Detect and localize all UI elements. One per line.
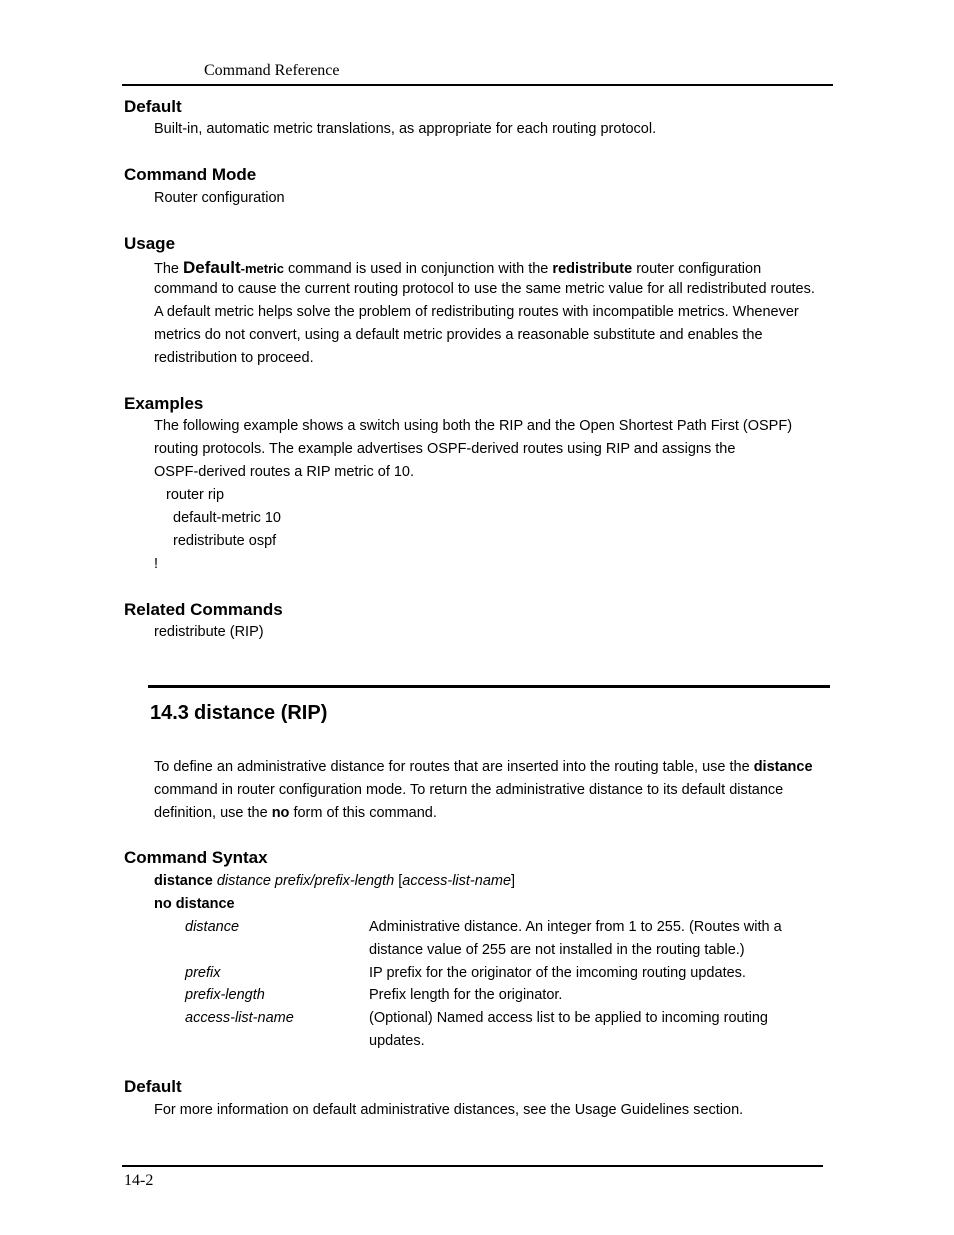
intro-line-3	[154, 802, 437, 825]
header-rule	[122, 84, 833, 86]
syntax-command: distance	[154, 873, 213, 889]
intro-distance-keyword: distance	[753, 759, 813, 775]
syntax-bracket-close: ]	[511, 873, 516, 889]
related-commands-text: redistribute (RIP)	[154, 624, 264, 640]
page-number: 14-2	[124, 1172, 154, 1189]
usage-text-rest: router configuration	[632, 261, 762, 277]
examples-line-2: routing protocols. The example advertises OSPF-derived routes using RIP and assigns the	[154, 441, 736, 457]
intro-no-keyword: no	[271, 805, 290, 821]
intro-text-b: definition, use the	[154, 805, 272, 821]
example-code-line-4: !	[154, 556, 159, 572]
param-desc-distance-2: distance value of 255 are not installed in the routing table.)	[369, 942, 745, 958]
usage-redistribute-keyword: redistribute	[552, 261, 633, 277]
default-heading-2: Default	[124, 1077, 182, 1096]
example-code-line-2: default-metric 10	[173, 510, 281, 526]
param-desc-access-list-1: (Optional) Named access list to be applied to incoming routing	[369, 1010, 768, 1026]
footer-rule	[122, 1165, 823, 1167]
examples-line-3: OSPF-derived routes a RIP metric of 10.	[154, 464, 415, 480]
section-title	[150, 702, 327, 725]
related-commands-heading: Related Commands	[124, 600, 283, 619]
param-name-prefix-length: prefix-length	[185, 987, 265, 1003]
usage-default-keyword: Default	[183, 258, 241, 277]
param-name-distance: distance	[185, 919, 240, 935]
usage-line-3: A default metric helps solve the problem of redistributing routes with incompatible metrics. Whenever	[154, 304, 799, 320]
intro-text-c: form of this command.	[289, 805, 437, 821]
syntax-bracket-open: [	[394, 873, 403, 889]
param-name-access-list: access-list-name	[185, 1010, 294, 1026]
syntax-args: distance prefix/prefix-length	[212, 873, 395, 889]
command-mode-text: Router configuration	[154, 190, 285, 206]
intro-line-2: command in router configuration mode. To return the administrative distance to its default distance	[154, 782, 784, 798]
usage-heading: Usage	[124, 234, 176, 253]
examples-heading: Examples	[124, 394, 204, 413]
examples-line-1: The following example shows a switch using both the RIP and the Open Shortest Path First (OSPF)	[154, 418, 793, 434]
usage-metric-keyword: -metric	[240, 261, 284, 276]
default-text: Built-in, automatic metric translations, as appropriate for each routing protocol.	[154, 121, 657, 137]
param-desc-distance-1: Administrative distance. An integer from 1 to 255. (Routes with a	[369, 919, 782, 935]
intro-line-1	[154, 756, 834, 779]
syntax-optional-arg: access-list-name	[402, 873, 512, 889]
section-number: 14.3	[150, 702, 189, 724]
usage-text-mid: command is used in conjunction with the	[284, 261, 553, 277]
section-name: distance (RIP)	[194, 702, 328, 724]
usage-line-2: command to cause the current routing protocol to use the same metric value for all redistributed routes.	[154, 281, 815, 297]
param-desc-access-list-2: updates.	[369, 1033, 425, 1049]
command-syntax-heading: Command Syntax	[124, 848, 268, 867]
default-heading: Default	[124, 97, 182, 116]
section-rule	[148, 685, 830, 688]
syntax-no-command: no distance	[154, 896, 235, 912]
example-code-line-1: router rip	[166, 487, 225, 503]
example-code-line-3: redistribute ospf	[173, 533, 277, 549]
param-desc-prefix: IP prefix for the originator of the imcoming routing updates.	[369, 965, 746, 981]
usage-text-the: The	[154, 261, 184, 277]
usage-line-5: redistribution to proceed.	[154, 350, 314, 366]
param-name-prefix: prefix	[185, 965, 221, 981]
running-header-title: Command Reference	[204, 62, 340, 79]
syntax-line	[154, 870, 515, 893]
intro-text-a: To define an administrative distance for routes that are inserted into the routing table, use the	[154, 759, 754, 775]
usage-line-4: metrics do not convert, using a default metric provides a reasonable substitute and enables the	[154, 327, 763, 343]
command-mode-heading: Command Mode	[124, 165, 257, 184]
default-text-2: For more information on default administrative distances, see the Usage Guidelines section.	[154, 1102, 744, 1118]
syntax-no-line	[154, 893, 235, 916]
param-desc-prefix-length: Prefix length for the originator.	[369, 987, 563, 1003]
